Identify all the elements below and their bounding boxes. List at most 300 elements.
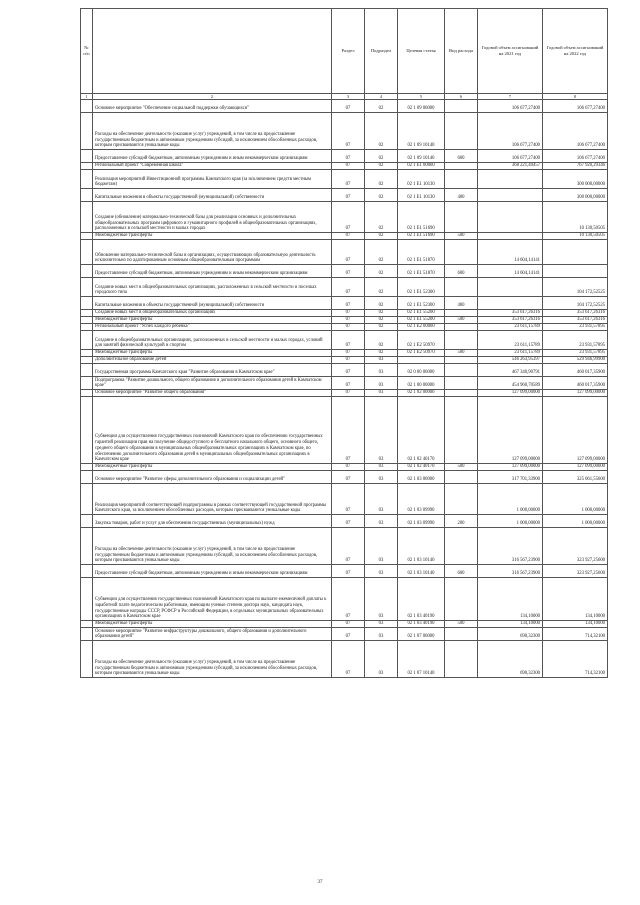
row-target-article-cell: 02 1 E1 00000 <box>398 163 445 170</box>
row-target-article-cell: 02 1 E2 00000 <box>398 324 445 331</box>
row-amount-2021-cell: 316 567,23900 <box>478 565 543 578</box>
table-row <box>81 170 608 189</box>
row-razdel-cell: 07 <box>332 297 365 310</box>
row-podrazdel-cell: 02 <box>365 278 398 297</box>
row-podrazdel-cell: 03 <box>365 641 398 678</box>
row-amount-2021-cell: 127 099,00000 <box>478 390 543 397</box>
row-expense-type-cell <box>445 578 478 621</box>
row-num-cell <box>81 278 93 297</box>
header-expense-type: Вид расхода <box>445 9 478 94</box>
row-target-article-cell: 02 1 E1 10130 <box>398 170 445 189</box>
row-amount-2022-cell: 106 677,27400 <box>543 100 608 113</box>
table-header-row <box>81 9 608 94</box>
row-razdel-cell: 07 <box>332 331 365 350</box>
row-name-cell: Основное мероприятие "Развитие общего образования" <box>93 390 332 397</box>
row-name-cell: Создание в общеобразовательных организациях, расположенных в сельской местности и малых городах, условий для занятий физической культурой и спортом <box>93 331 332 350</box>
row-amount-2022-cell: 127 099,00000 <box>543 464 608 471</box>
row-amount-2021-cell <box>478 170 543 189</box>
row-num-cell <box>81 265 93 278</box>
table-row <box>81 202 608 233</box>
row-amount-2022-cell: 106 677,27400 <box>543 150 608 163</box>
row-name-cell: Межбюджетные трансферты <box>93 464 332 471</box>
row-amount-2022-cell: 1 000,00000 <box>543 484 608 515</box>
row-podrazdel-cell: 03 <box>365 390 398 397</box>
table-row <box>81 233 608 240</box>
row-razdel-cell: 07 <box>332 265 365 278</box>
row-num-cell <box>81 113 93 150</box>
table-row <box>81 565 608 578</box>
row-name-cell: Закупка товаров, работ и услуг для обеспечения государственных (муниципальных) нужд <box>93 515 332 528</box>
row-num-cell <box>81 565 93 578</box>
row-amount-2021-cell: 134,10000 <box>478 621 543 628</box>
row-expense-type-cell <box>445 310 478 317</box>
row-razdel-cell: 07 <box>332 641 365 678</box>
row-num-cell <box>81 390 93 397</box>
row-target-article-cell: 02 1 02 00000 <box>398 390 445 397</box>
row-razdel-cell: 07 <box>332 390 365 397</box>
row-name-cell: Дополнительное образование детей <box>93 357 332 364</box>
row-podrazdel-cell: 03 <box>365 377 398 390</box>
row-target-article-cell: 02 1 07 00000 <box>398 628 445 641</box>
row-expense-type-cell <box>445 390 478 397</box>
row-amount-2021-cell: 14 604,14141 <box>478 240 543 265</box>
row-target-article-cell: 02 1 E1 55200 <box>398 317 445 324</box>
header-name <box>93 9 332 94</box>
row-podrazdel-cell: 02 <box>365 324 398 331</box>
row-name-cell: Межбюджетные трансферты <box>93 621 332 628</box>
row-amount-2022-cell: 106 677,27400 <box>543 113 608 150</box>
row-target-article-cell: 02 1 E1 52300 <box>398 278 445 297</box>
row-name-cell: Реализация мероприятий соответствующей подпрограммы в рамках соответствующей государственной программы Камчатского края, за исключением обособленных расходов, которым присваиваются уникальные коды <box>93 484 332 515</box>
row-amount-2022-cell: 23 931,57895 <box>543 324 608 331</box>
row-podrazdel-cell: 02 <box>365 310 398 317</box>
row-amount-2021-cell: 23 611,15789 <box>478 324 543 331</box>
table-row <box>81 240 608 265</box>
row-name-cell: Межбюджетные трансферты <box>93 233 332 240</box>
row-amount-2022-cell: 23 931,57895 <box>543 350 608 357</box>
row-name-cell: Основное мероприятие "Развитие сферы дополнительного образования и социализации детей" <box>93 471 332 484</box>
table-row <box>81 390 608 397</box>
header-podrazdel: Подраздел <box>365 9 398 94</box>
row-amount-2021-cell: 467 340,90791 <box>478 364 543 377</box>
row-amount-2021-cell: 127 099,00000 <box>478 464 543 471</box>
table-row <box>81 364 608 377</box>
header-year-2021: Годовой объем ассигнований на 2021 год <box>478 9 543 94</box>
row-amount-2021-cell: 23 611,15789 <box>478 331 543 350</box>
row-podrazdel-cell: 03 <box>365 515 398 528</box>
column-number: 8 <box>543 94 608 100</box>
row-amount-2022-cell: 127 099,00000 <box>543 397 608 464</box>
row-podrazdel-cell: 02 <box>365 265 398 278</box>
row-num-cell <box>81 357 93 364</box>
row-amount-2022-cell: 714,32100 <box>543 628 608 641</box>
row-amount-2021-cell <box>478 233 543 240</box>
table-row <box>81 324 608 331</box>
row-target-article-cell: 02 1 E1 51870 <box>398 265 445 278</box>
row-amount-2021-cell: 353 617,26316 <box>478 317 543 324</box>
row-amount-2022-cell <box>543 265 608 278</box>
row-expense-type-cell: 500 <box>445 233 478 240</box>
table-row <box>81 641 608 678</box>
row-amount-2022-cell: 300 000,00000 <box>543 189 608 202</box>
table-row <box>81 397 608 464</box>
row-amount-2021-cell: 106 677,27400 <box>478 150 543 163</box>
row-amount-2022-cell: 104 172,52525 <box>543 278 608 297</box>
row-name-cell: Расходы на обеспечение деятельности (оказание услуг) учреждений, в том числе на предоставление государственным бюджетным и автономным учреждениям субсидий, за исключением обособленных расходов, которым присваиваются уникальные коды <box>93 641 332 678</box>
row-expense-type-cell: 200 <box>445 515 478 528</box>
row-razdel-cell: 07 <box>332 189 365 202</box>
row-num-cell <box>81 364 93 377</box>
row-podrazdel-cell: 02 <box>365 297 398 310</box>
row-razdel-cell: 07 <box>332 578 365 621</box>
row-razdel-cell: 07 <box>332 150 365 163</box>
row-num-cell <box>81 377 93 390</box>
row-expense-type-cell <box>445 628 478 641</box>
row-razdel-cell: 07 <box>332 364 365 377</box>
table-row <box>81 464 608 471</box>
table-row <box>81 357 608 364</box>
row-num-cell <box>81 163 93 170</box>
row-amount-2021-cell: 23 611,15789 <box>478 350 543 357</box>
column-number: 6 <box>445 94 478 100</box>
row-num-cell <box>81 150 93 163</box>
row-expense-type-cell <box>445 357 478 364</box>
row-num-cell <box>81 621 93 628</box>
row-podrazdel-cell: 02 <box>365 189 398 202</box>
row-amount-2021-cell: 14 604,14141 <box>478 265 543 278</box>
table-row <box>81 278 608 297</box>
row-razdel-cell: 07 <box>332 464 365 471</box>
row-razdel-cell: 07 <box>332 528 365 565</box>
row-expense-type-cell <box>445 113 478 150</box>
row-podrazdel-cell: 03 <box>365 464 398 471</box>
row-amount-2021-cell: 317 701,33900 <box>478 471 543 484</box>
row-target-article-cell: 02 1 E1 51690 <box>398 233 445 240</box>
column-number: 5 <box>398 94 445 100</box>
row-target-article-cell: 02 1 E1 10130 <box>398 189 445 202</box>
row-razdel-cell: 07 <box>332 377 365 390</box>
row-podrazdel-cell: 03 <box>365 471 398 484</box>
row-expense-type-cell <box>445 397 478 464</box>
row-num-cell <box>81 397 93 464</box>
row-name-cell: Предоставление субсидий бюджетным, автономным учреждениям и иным некоммерческим организациям <box>93 265 332 278</box>
row-name-cell: Создание новых мест в общеобразовательных организациях, расположенных в сельской местности и поселках городского типа <box>93 278 332 297</box>
row-target-article-cell <box>398 357 445 364</box>
row-target-article-cell: 02 1 03 40190 <box>398 621 445 628</box>
row-target-article-cell: 02 1 E1 52300 <box>398 297 445 310</box>
row-amount-2022-cell: 104 172,52525 <box>543 297 608 310</box>
row-num-cell <box>81 170 93 189</box>
row-razdel-cell: 07 <box>332 397 365 464</box>
row-podrazdel-cell: 02 <box>365 100 398 113</box>
row-razdel-cell: 07 <box>332 350 365 357</box>
row-amount-2021-cell: 1 000,00000 <box>478 484 543 515</box>
row-podrazdel-cell: 03 <box>365 357 398 364</box>
row-name-cell: Межбюджетные трансферты <box>93 317 332 324</box>
row-amount-2021-cell: 690,32300 <box>478 641 543 678</box>
row-amount-2021-cell <box>478 278 543 297</box>
row-target-article-cell: 02 1 E1 51870 <box>398 240 445 265</box>
row-name-cell: Создание новых мест в общеобразовательных организациях <box>93 310 332 317</box>
row-name-cell: Обновление материально-технической базы в организациях, осуществляющих образовательную деятельность исключительно по адаптированным основным общеобразовательным программам <box>93 240 332 265</box>
row-target-article-cell: 02 1 02 40170 <box>398 464 445 471</box>
row-amount-2021-cell: 106 677,27400 <box>478 113 543 150</box>
header-target-article: Целевая статья <box>398 9 445 94</box>
row-podrazdel-cell: 03 <box>365 628 398 641</box>
row-expense-type-cell: 400 <box>445 297 478 310</box>
row-name-cell: Региональный проект "Успех каждого ребенка" <box>93 324 332 331</box>
row-amount-2021-cell: 690,32300 <box>478 628 543 641</box>
column-number: 7 <box>478 94 543 100</box>
row-name-cell: Создание (обновление) материально-технической базы для реализации основных и дополнительных общеобразовательных программ цифрового и гуманитарного профилей в общеобразовательных организациях, расположенных в сельской местности и малых городах <box>93 202 332 233</box>
row-expense-type-cell <box>445 528 478 565</box>
row-target-article-cell: 02 1 E1 51690 <box>398 202 445 233</box>
row-num-cell <box>81 515 93 528</box>
row-expense-type-cell: 500 <box>445 464 478 471</box>
row-name-cell: Региональный проект "Современная школа" <box>93 163 332 170</box>
row-podrazdel-cell: 02 <box>365 350 398 357</box>
row-amount-2022-cell: 127 099,00000 <box>543 390 608 397</box>
row-podrazdel-cell: 03 <box>365 397 398 464</box>
row-expense-type-cell <box>445 278 478 297</box>
row-num-cell <box>81 310 93 317</box>
table-row <box>81 515 608 528</box>
row-num-cell <box>81 528 93 565</box>
row-razdel-cell: 07 <box>332 621 365 628</box>
row-amount-2022-cell: 529 946,99900 <box>543 357 608 364</box>
row-name-cell: Расходы на обеспечение деятельности (оказание услуг) учреждений, в том числе на предоставление государственным бюджетным и автономным учреждениям субсидий, за исключением обособленных расходов, которым присваиваются уникальные коды <box>93 113 332 150</box>
row-target-article-cell: 02 1 09 10140 <box>398 113 445 150</box>
row-expense-type-cell <box>445 170 478 189</box>
column-number: 4 <box>365 94 398 100</box>
row-target-article-cell: 02 1 E2 50970 <box>398 331 445 350</box>
table-row <box>81 578 608 621</box>
row-expense-type-cell <box>445 364 478 377</box>
row-num-cell <box>81 641 93 678</box>
row-podrazdel-cell: 02 <box>365 150 398 163</box>
row-num-cell <box>81 233 93 240</box>
row-expense-type-cell: 600 <box>445 265 478 278</box>
row-podrazdel-cell: 02 <box>365 233 398 240</box>
row-amount-2022-cell: 460 017,35900 <box>543 364 608 377</box>
row-razdel-cell: 07 <box>332 565 365 578</box>
row-amount-2022-cell: 714,32100 <box>543 641 608 678</box>
row-name-cell: Капитальные вложения в объекты государственной (муниципальной) собственности <box>93 189 332 202</box>
column-number: 1 <box>81 94 93 100</box>
row-expense-type-cell: 600 <box>445 565 478 578</box>
row-razdel-cell: 07 <box>332 471 365 484</box>
row-target-article-cell: 02 1 03 10140 <box>398 528 445 565</box>
budget-table <box>80 8 608 678</box>
table-row <box>81 100 608 113</box>
row-expense-type-cell: 500 <box>445 317 478 324</box>
row-num-cell <box>81 578 93 621</box>
row-amount-2021-cell: 127 099,00000 <box>478 397 543 464</box>
row-name-cell: Субвенции для осуществления государственных полномочий Камчатского края по выплате ежемесячной доплаты к заработной плате педагогическим работникам, имеющим ученые степени доктора наук, кандидата наук, государственные награды СССР, РСФСР и Российской Федерации, в отдельных муниципальных образовательных организациях в Камчатском крае <box>93 578 332 621</box>
row-expense-type-cell: 600 <box>445 150 478 163</box>
row-razdel-cell: 07 <box>332 324 365 331</box>
row-expense-type-cell <box>445 163 478 170</box>
row-name-cell: Межбюджетные трансферты <box>93 350 332 357</box>
row-amount-2022-cell: 353 617,26316 <box>543 310 608 317</box>
row-razdel-cell: 07 <box>332 100 365 113</box>
row-amount-2021-cell: 316 567,23900 <box>478 528 543 565</box>
row-num-cell <box>81 240 93 265</box>
row-num-cell <box>81 189 93 202</box>
table-body <box>81 94 608 678</box>
row-name-cell: Реализация мероприятий Инвестиционной программы Камчатского края (за исключением средств местным бюджетам) <box>93 170 332 189</box>
row-podrazdel-cell: 02 <box>365 331 398 350</box>
row-podrazdel-cell: 03 <box>365 484 398 515</box>
row-expense-type-cell <box>445 240 478 265</box>
row-razdel-cell: 07 <box>332 317 365 324</box>
header-num: № п/п <box>81 9 93 94</box>
row-name-cell: Субвенции для осуществления государственных полномочий Камчатского края по обеспечению государственных гарантий реализации прав на получение общедоступного и бесплатного начального общего, основного общего, среднего общего образования в муниципальных общеобразовательных организациях в Камчатском крае, по обеспечению дополнительного образования детей в муниципальных общеобразовательных организациях в Камчатском крае <box>93 397 332 464</box>
table-row <box>81 150 608 163</box>
row-name-cell: Подпрограмма "Развитие дошкольного, общего образования и дополнительного образования детей в Камчатском крае" <box>93 377 332 390</box>
table-row <box>81 297 608 310</box>
row-amount-2022-cell: 134,10000 <box>543 578 608 621</box>
row-expense-type-cell <box>445 331 478 350</box>
row-amount-2022-cell <box>543 240 608 265</box>
budget-document <box>80 8 607 678</box>
table-row <box>81 484 608 515</box>
row-expense-type-cell <box>445 202 478 233</box>
row-expense-type-cell <box>445 100 478 113</box>
table-row <box>81 310 608 317</box>
row-amount-2022-cell: 460 017,35900 <box>543 377 608 390</box>
row-amount-2021-cell <box>478 202 543 233</box>
row-razdel-cell: 07 <box>332 310 365 317</box>
row-razdel-cell: 07 <box>332 628 365 641</box>
row-podrazdel-cell: 03 <box>365 578 398 621</box>
row-amount-2021-cell: 1 000,00000 <box>478 515 543 528</box>
table-row <box>81 471 608 484</box>
row-amount-2021-cell: 134,10000 <box>478 578 543 621</box>
row-amount-2022-cell: 134,10000 <box>543 621 608 628</box>
header-year-2022: Годовой объем ассигнований на 2022 год <box>543 9 608 94</box>
row-expense-type-cell: 500 <box>445 621 478 628</box>
row-name-cell: Предоставление субсидий бюджетным, автономным учреждениям и иным некоммерческим организациям <box>93 150 332 163</box>
row-amount-2022-cell: 767 920,29346 <box>543 163 608 170</box>
row-podrazdel-cell: 02 <box>365 317 398 324</box>
row-target-article-cell: 02 1 09 10140 <box>398 150 445 163</box>
row-amount-2022-cell: 323 927,25600 <box>543 528 608 565</box>
table-row <box>81 331 608 350</box>
table-row <box>81 163 608 170</box>
row-num-cell <box>81 317 93 324</box>
table-row <box>81 528 608 565</box>
row-name-cell: Предоставление субсидий бюджетным, автономным учреждениям и иным некоммерческим организациям <box>93 565 332 578</box>
row-target-article-cell: 02 1 03 10140 <box>398 565 445 578</box>
row-podrazdel-cell: 02 <box>365 170 398 189</box>
row-expense-type-cell <box>445 484 478 515</box>
row-podrazdel-cell: 03 <box>365 621 398 628</box>
row-num-cell <box>81 100 93 113</box>
row-amount-2021-cell: 368 221,40457 <box>478 163 543 170</box>
row-amount-2021-cell: 106 677,27400 <box>478 100 543 113</box>
row-podrazdel-cell: 02 <box>365 163 398 170</box>
table-row <box>81 621 608 628</box>
row-podrazdel-cell: 03 <box>365 364 398 377</box>
row-name-cell: Капитальные вложения в объекты государственной (муниципальной) собственности <box>93 297 332 310</box>
row-expense-type-cell <box>445 471 478 484</box>
row-razdel-cell: 07 <box>332 170 365 189</box>
row-podrazdel-cell: 02 <box>365 202 398 233</box>
table-row <box>81 317 608 324</box>
row-name-cell: Государственная программа Камчатского края "Развитие образования в Камчатском крае" <box>93 364 332 377</box>
row-amount-2022-cell: 323 927,25600 <box>543 565 608 578</box>
column-number: 2 <box>93 94 332 100</box>
row-amount-2022-cell: 300 000,00000 <box>543 170 608 189</box>
table-row <box>81 628 608 641</box>
row-razdel-cell: 07 <box>332 484 365 515</box>
row-target-article-cell: 02 1 00 00000 <box>398 377 445 390</box>
row-num-cell <box>81 350 93 357</box>
table-row <box>81 113 608 150</box>
row-amount-2021-cell: 454 960,70589 <box>478 377 543 390</box>
row-num-cell <box>81 484 93 515</box>
row-num-cell <box>81 331 93 350</box>
row-num-cell <box>81 202 93 233</box>
table-row <box>81 350 608 357</box>
page-number: 37 <box>317 880 323 885</box>
row-amount-2021-cell <box>478 189 543 202</box>
table-row <box>81 189 608 202</box>
table-row <box>81 265 608 278</box>
row-target-article-cell: 02 1 E2 50970 <box>398 350 445 357</box>
row-target-article-cell: 02 1 07 10140 <box>398 641 445 678</box>
row-razdel-cell: 07 <box>332 163 365 170</box>
row-amount-2022-cell: 10 130,50505 <box>543 202 608 233</box>
row-expense-type-cell <box>445 377 478 390</box>
row-amount-2021-cell: 353 617,26316 <box>478 310 543 317</box>
row-razdel-cell: 07 <box>332 233 365 240</box>
row-podrazdel-cell: 03 <box>365 528 398 565</box>
row-amount-2022-cell: 23 931,57895 <box>543 331 608 350</box>
row-target-article-cell: 02 1 03 40190 <box>398 578 445 621</box>
row-razdel-cell: 07 <box>332 278 365 297</box>
row-amount-2022-cell: 1 000,00000 <box>543 515 608 528</box>
row-expense-type-cell: 400 <box>445 189 478 202</box>
row-name-cell: Основное мероприятие "Обеспечение социальной поддержки обучающихся" <box>93 100 332 113</box>
row-target-article-cell: 02 1 03 00000 <box>398 471 445 484</box>
row-expense-type-cell: 500 <box>445 350 478 357</box>
column-number: 3 <box>332 94 365 100</box>
row-podrazdel-cell: 02 <box>365 240 398 265</box>
row-num-cell <box>81 471 93 484</box>
row-expense-type-cell <box>445 324 478 331</box>
row-name-cell: Расходы на обеспечение деятельности (оказание услуг) учреждений, в том числе на предоставление государственным бюджетным и автономным учреждениям субсидий, за исключением обособленных расходов, которым присваиваются уникальные коды <box>93 528 332 565</box>
row-num-cell <box>81 464 93 471</box>
row-amount-2022-cell: 353 617,26316 <box>543 317 608 324</box>
row-razdel-cell: 07 <box>332 202 365 233</box>
header-razdel: Раздел <box>332 9 365 94</box>
row-razdel-cell: 07 <box>332 515 365 528</box>
row-name-cell: Основное мероприятие "Развитие инфраструктуры дошкольного, общего образования и дополнительного образования детей" <box>93 628 332 641</box>
row-amount-2022-cell: 10 130,50505 <box>543 233 608 240</box>
row-target-article-cell: 02 1 E1 55200 <box>398 310 445 317</box>
row-razdel-cell: 07 <box>332 357 365 364</box>
table-row <box>81 377 608 390</box>
row-podrazdel-cell: 03 <box>365 565 398 578</box>
row-num-cell <box>81 324 93 331</box>
row-razdel-cell: 07 <box>332 113 365 150</box>
row-podrazdel-cell: 02 <box>365 113 398 150</box>
row-target-article-cell: 02 1 09 00000 <box>398 100 445 113</box>
row-expense-type-cell <box>445 641 478 678</box>
row-amount-2022-cell: 325 061,55600 <box>543 471 608 484</box>
